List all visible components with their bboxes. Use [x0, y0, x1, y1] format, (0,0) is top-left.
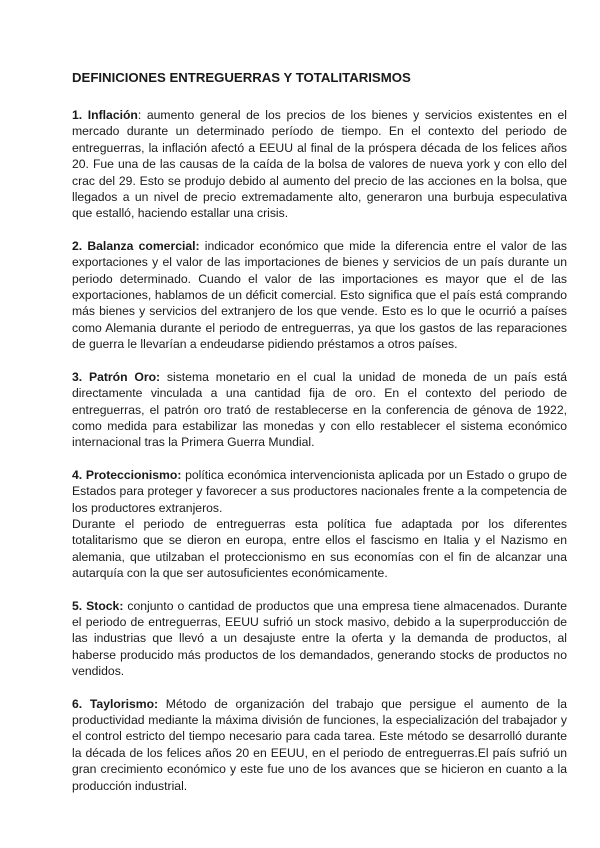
definition-paragraph	[72, 238, 567, 353]
definition-term: 2. Balanza comercial:	[72, 238, 200, 253]
definition-paragraph: Durante el periodo de entreguerras esta política fue adaptada por los diferentes totalitarismo que se dieron en europa, entre ellos el fascismo en Italia y el Nazismo en alemania, que utilzaban el proteccionismo en sus economías con el fin de alcanzar una autarquía con la que ser autosuficientes económicamente.	[72, 516, 567, 581]
definition-term: 1. Inflación	[72, 108, 138, 122]
definition-inflacion	[72, 107, 567, 222]
definition-text: conjunto o cantidad de productos que una empresa tiene almacenados. Durante el periodo de entreguerras, EEUU sufrió un stock masivo, debido a la superproducción de las industrias que llevó a un desajuste entre la oferta y la demanda de productos, al haberse producido más productos de los demandados, generando stocks de productos no vendidos.	[72, 598, 567, 679]
definition-term: 5. Stock:	[72, 598, 124, 613]
definition-text: sistema monetario en el cual la unidad de moneda de un país está directamente vinculada a una cantidad fija de oro. En el contexto del periodo de entreguerras, el patrón oro trató de restablecerse en la conferencia de génova de 1922, como medida para estabilizar las monedas y con ello restablecer el sistema económico internacional tras la Primera Guerra Mundial.	[72, 369, 567, 450]
definition-term: 6. Taylorismo:	[72, 696, 159, 711]
definition-patron-oro	[72, 369, 567, 451]
definition-paragraph	[72, 107, 567, 222]
definition-text: : aumento general de los precios de los bienes y servicios existentes en el mercado durante un determinado período de tiempo. En el contexto del periodo de entreguerras, la inflación afectó a EEUU al final de la próspera década de los felices años 20. Fue una de las causas de la caída de la bolsa de valores de nueva york y con ello del crac del 29. Esto se produjo debido al aumento del precio de las acciones en la bolsa, que llegados a un nivel de precio extremadamente alto, generaron una burbuja especulativa que estalló, haciendo estallar una crisis.	[72, 108, 567, 221]
definition-text: política económica intervencionista aplicada por un Estado o grupo de Estados para proteger y favorecer a sus productores nacionales frente a la competencia de los productores extranjeros.	[72, 467, 567, 515]
definition-paragraph	[72, 598, 567, 680]
definition-text: indicador económico que mide la diferencia entre el valor de las exportaciones y el valor de las importaciones de bienes y servicios de un país durante un periodo determinado. Cuando el valor de las importaciones es mayor que el de las exportaciones, hablamos de un déficit comercial. Esto significa que el país está comprando más bienes y servicios del extranjero de los que vende. Esto es lo que le ocurrió a países como Alemania durante el periodo de entreguerras, ya que los gastos de las reparaciones de guerra le llevarían a endeudarse pidiendo préstamos a otros países.	[72, 238, 567, 352]
definition-term: 4. Proteccionismo:	[72, 467, 182, 482]
document-title: DEFINICIONES ENTREGUERRAS Y TOTALITARISMOS	[72, 70, 411, 85]
document-page	[72, 70, 567, 810]
definition-paragraph	[72, 369, 567, 451]
definition-balanza-comercial	[72, 238, 567, 353]
definition-stock	[72, 598, 567, 680]
definition-paragraph	[72, 467, 567, 516]
definition-text: Método de organización del trabajo que persigue el aumento de la productividad mediante la máxima división de funciones, la especialización del trabajador y el control estricto del tiempo necesario para cada tarea. Este método se desarrolló durante la década de los felices años 20 en EEUU, en el periodo de entreguerras.El país sufrió un gran crecimiento económico y este fue uno de los avances que se hicieron en cuanto a la producción industrial.	[72, 696, 567, 793]
definition-taylorismo	[72, 696, 567, 794]
definition-paragraph	[72, 696, 567, 794]
definition-term: 3. Patrón Oro:	[72, 369, 161, 384]
definition-proteccionismo	[72, 467, 567, 582]
